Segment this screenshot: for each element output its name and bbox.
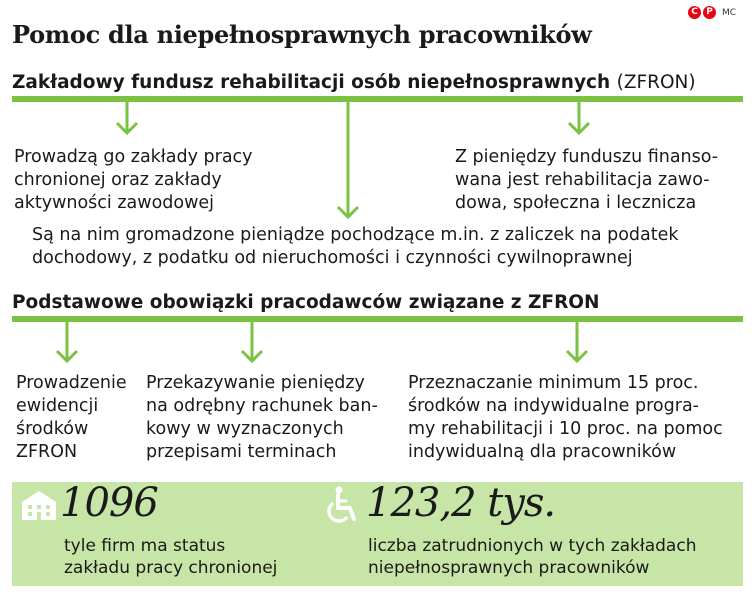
text-line: środków — [16, 419, 89, 439]
section1-header — [12, 72, 696, 93]
caption-line: niepełnosprawnych pracowników — [368, 558, 650, 578]
fund-purpose-text — [455, 146, 718, 215]
arrow-down-icon — [335, 100, 361, 220]
factory-icon — [20, 488, 58, 522]
arrow-down-icon — [114, 100, 140, 136]
text-line: środków na indywidualne progra- — [408, 396, 699, 416]
arrow-down-icon — [239, 320, 265, 364]
wheelchair-icon — [322, 486, 360, 526]
stat-caption — [368, 535, 696, 579]
text-line: przepisami terminach — [146, 442, 337, 462]
arrow-down-icon — [566, 100, 592, 136]
text-line: dochodowy, z podatku od nieruchomości i czynności cywilnoprawnej — [32, 248, 633, 268]
text-line: dowa, społeczna i lecznicza — [455, 193, 697, 213]
text-line: aktywności zawodowej — [14, 193, 215, 213]
text-line: kowy w wyznaczonych — [146, 419, 344, 439]
section2-bar — [12, 316, 743, 322]
text-line: ewidencji — [16, 396, 99, 416]
text-line: Z pieniędzy funduszu finanso- — [455, 147, 719, 167]
duty-allocation-text — [408, 372, 723, 464]
text-line: ZFRON — [16, 442, 78, 462]
author-initials: MC — [722, 7, 737, 18]
fund-operators-text — [14, 146, 253, 215]
text-line: my rehabilitacji i 10 proc. na pomoc — [408, 419, 723, 439]
text-line: Przekazywanie pieniędzy — [146, 373, 365, 393]
text-line: Prowadzenie — [16, 373, 127, 393]
caption-line: liczba zatrudnionych w tych zakładach — [368, 536, 697, 556]
text-line: wana jest rehabilitacja zawo- — [455, 170, 710, 190]
publisher-logo — [688, 6, 736, 19]
duty-transfer-text — [146, 372, 378, 464]
text-line: Przeznaczanie minimum 15 proc. — [408, 373, 699, 393]
stat-caption — [64, 535, 277, 579]
arrow-down-icon — [54, 320, 80, 364]
stat-value: 123,2 tys. — [366, 480, 556, 526]
stat-value: 1096 — [60, 480, 158, 526]
caption-line: tyle firm ma status — [64, 536, 226, 556]
text-line: chronionej oraz zakłady — [14, 170, 222, 190]
text-line: na odrębny rachunek ban- — [146, 396, 378, 416]
section2-header: Podstawowe obowiązki pracodawców związane z ZFRON — [12, 292, 600, 313]
arrow-down-icon — [564, 320, 590, 364]
fund-sources-text — [32, 224, 679, 270]
page-title: Pomoc dla niepełnosprawnych pracowników — [12, 20, 592, 49]
logo-p: P — [703, 6, 716, 19]
logo-c: C — [688, 6, 701, 19]
caption-line: zakładu pracy chronionej — [64, 558, 278, 578]
text-line: Są na nim gromadzone pieniądze pochodzące m.in. z zaliczek na podatek — [32, 225, 679, 245]
duty-records-text — [16, 372, 127, 464]
section1-header-abbr: (ZFRON) — [616, 72, 696, 93]
section1-header-text: Zakładowy fundusz rehabilitacji osób niepełnosprawnych — [12, 72, 611, 93]
text-line: Prowadzą go zakłady pracy — [14, 147, 253, 167]
text-line: indywidualną dla pracowników — [408, 442, 677, 462]
